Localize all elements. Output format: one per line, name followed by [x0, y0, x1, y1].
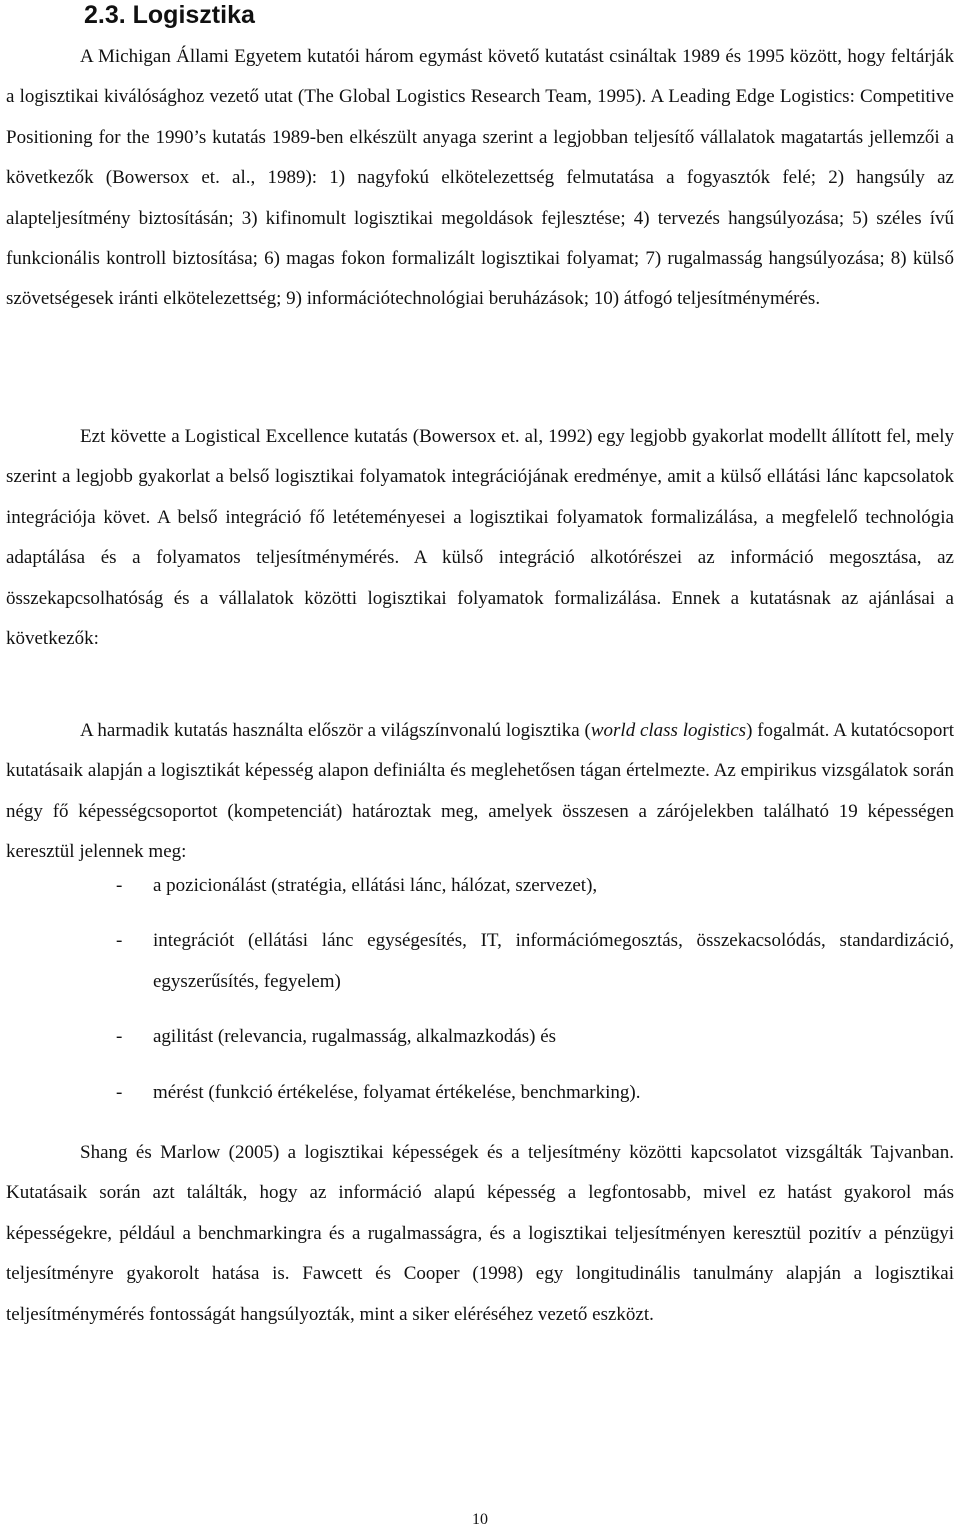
list-item-text: agilitást (relevancia, rugalmasság, alkalmazkodás) és: [153, 1026, 557, 1048]
list-item: [6, 921, 954, 1002]
paragraph-shang-marlow: Shang és Marlow (2005) a logisztikai képességek és a teljesítmény közötti kapcsolatot vizsgálták Tajvanban. Kutatásaik során azt találták, hogy az információ alapú képesség a legfontosabb, mivel ez hatást gyakorol más képességekre, például a benchmarkingra és a rugalmasságra, és a logisztikai teljesítményen keresztül pozitív a pénzügyi teljesítményre gyakorolt hatása is. Fawcett és Cooper (1998) egy longitudinális tanulmány alapján a logisztikai teljesítménymérés fontosságát hangsúlyozták, mint a siker eléréséhez vezető eszközt.: [6, 1142, 954, 1325]
list-dash: -: [116, 1026, 123, 1048]
list-item-text: integrációt (ellátási lánc egységesítés, IT, információmegosztás, összekacsolódás, standardizáció, egyszerűsítés, fegyelem): [153, 930, 954, 992]
page-number: 10: [472, 1511, 488, 1528]
list-item: [6, 1073, 954, 1113]
list-item-text: a pozicionálást (stratégia, ellátási lánc, hálózat, szervezet),: [153, 875, 598, 896]
section-heading: 2.3. Logisztika: [84, 1, 255, 29]
list-item: [6, 1017, 954, 1057]
list-dash: -: [116, 1081, 123, 1103]
paragraph-michigan-research: A Michigan Állami Egyetem kutatói három egymást követő kutatást csináltak 1989 és 1995 között, hogy feltárják a logisztikai kiválósághoz vezető utat (The Global Logistics Research Team, 1995). A Leading Edge Logistics: Competitive Positioning for the 1990’s kutatás 1989-ben elkészült anyaga szerint a legjobban teljesítő vállalatok magatartás jellemzői a következők (Bowersox et. al., 1989): 1) nagyfokú elkötelezettség felmutatása a fogyasztók felé; 2) hangsúly az alapteljesítmény biztosításán; 3) kifinomult logisztikai megoldások fejlesztése; 4) tervezés hangsúlyozása; 5) széles ívű funkcionális kontroll biztosítása; 6) magas fokon formalizált logisztikai folyamat; 7) rugalmasság hangsúlyozása; 8) külső szövetségesek iránti elkötelezettség; 9) információtechnológiai beruházások; 10) átfogó teljesítménymérés.: [6, 46, 954, 310]
list-dash: -: [116, 875, 123, 896]
list-item: [6, 866, 954, 906]
paragraph-world-class-logistics: [6, 711, 954, 873]
italic-term: world class logistics: [590, 720, 747, 741]
paragraph-text-start: A harmadik kutatás használta először a világszínvonalú logisztika (: [80, 720, 591, 741]
paragraph-logistical-excellence: Ezt követte a Logistical Excellence kutatás (Bowersox et. al, 1992) egy legjobb gyakorlat modellt állított fel, mely szerint a legjobb gyakorlat a belső logisztikai folyamatok integrációjának eredménye, amit a külső ellátási lánc kapcsolatok integrációja követ. A belső integráció fő letéteményesei a logisztikai folyamatok formalizálása, a megfelelő technológia adaptálása és a folyamatos teljesítménymérés. A külső integráció alkotórészei az információ megosztása, az összekapcsolhatóság és a vállalatok közötti logisztikai folyamatok formalizálása. Ennek a kutatásnak az ajánlásai a következők:: [6, 426, 954, 650]
capability-list: [6, 866, 954, 1113]
list-item-text: mérést (funkció értékelése, folyamat értékelése, benchmarking).: [153, 1081, 641, 1103]
paragraph-text-end: ) fogalmát. A kutatócsoport kutatásaik alapján a logisztikát képesség alapon definiálta és meglehetősen tágan értelmezte. Az empirikus vizsgálatok során négy fő képességcsoportot (kompetenciát) határoztak meg, amelyek összesen a zárójelekben található 19 képességen keresztül jelennek meg:: [6, 720, 955, 863]
list-dash: -: [116, 930, 123, 952]
